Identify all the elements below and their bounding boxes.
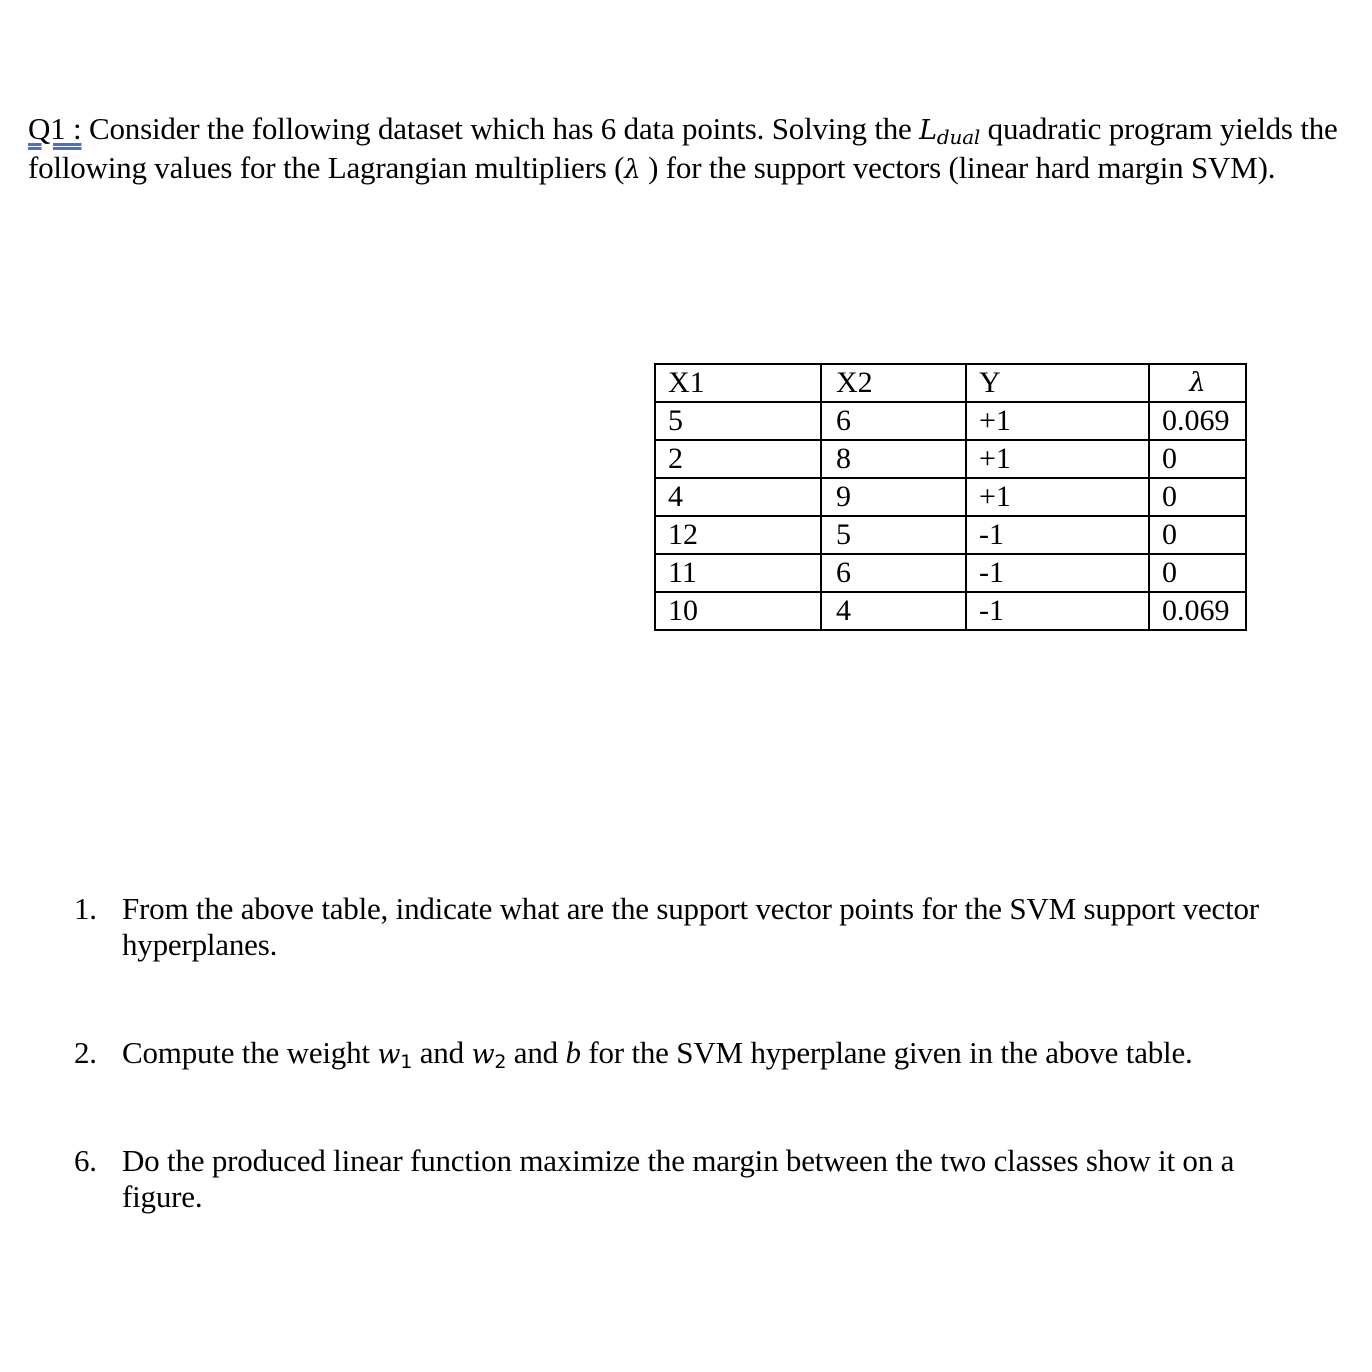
table-header-row: [655, 364, 1246, 402]
cell-x2: 8: [821, 440, 966, 478]
header-x1: X1: [655, 364, 821, 402]
table-row: [655, 554, 1246, 592]
w2-math: $w_2$: [471, 1039, 507, 1073]
question-item-6: [74, 1143, 1282, 1215]
question-text: Do the produced linear function maximize the margin between the two classes show it on a figure.: [122, 1143, 1235, 1214]
cell-x1: 11: [655, 554, 821, 592]
l-dual-math: $L_{dual}$: [919, 115, 981, 149]
table-row: [655, 478, 1246, 516]
cell-x1: 2: [655, 440, 821, 478]
cell-lambda: 0.069: [1149, 592, 1246, 630]
cell-y: -1: [966, 592, 1149, 630]
table-row: [655, 516, 1246, 554]
cell-x2: 6: [821, 402, 966, 440]
question-item-2: [74, 1035, 1282, 1073]
question-number: 1.: [74, 891, 97, 926]
cell-x2: 9: [821, 478, 966, 516]
table-row: [655, 402, 1246, 440]
intro-text-1: Consider the following dataset which has 6 data points. Solving the: [81, 111, 920, 146]
cell-y: +1: [966, 478, 1149, 516]
question-number: 6.: [74, 1143, 97, 1178]
cell-lambda: 0: [1149, 478, 1246, 516]
question-number: 2.: [74, 1035, 97, 1070]
intro-text-2: quadratic program yields the following values for the Lagrangian multipliers (: [28, 111, 1338, 185]
cell-x1: 12: [655, 516, 821, 554]
table-row: [655, 440, 1246, 478]
cell-lambda: 0: [1149, 516, 1246, 554]
dataset-table: [654, 363, 1247, 631]
lambda-symbol: λ: [624, 155, 641, 185]
header-lambda: λ: [1149, 364, 1246, 402]
question-label: Q1 :: [28, 111, 82, 146]
cell-y: -1: [966, 554, 1149, 592]
cell-x1: 10: [655, 592, 821, 630]
cell-x1: 4: [655, 478, 821, 516]
header-x2: X2: [821, 364, 966, 402]
cell-lambda: 0.069: [1149, 402, 1246, 440]
cell-x2: 6: [821, 554, 966, 592]
question-text: From the above table, indicate what are the support vector points for the SVM support vector hyperplanes.: [122, 891, 1259, 962]
cell-x2: 5: [821, 516, 966, 554]
header-y: Y: [966, 364, 1149, 402]
cell-lambda: 0: [1149, 440, 1246, 478]
cell-y: +1: [966, 440, 1149, 478]
table-row: [655, 592, 1246, 630]
intro-text-3: ) for the support vectors (linear hard margin SVM).: [640, 150, 1276, 185]
question-item-1: [74, 891, 1282, 963]
w1-math: $w_1$: [377, 1039, 413, 1073]
cell-y: +1: [966, 402, 1149, 440]
cell-y: -1: [966, 516, 1149, 554]
question-intro: [28, 110, 1348, 189]
cell-x1: 5: [655, 402, 821, 440]
cell-lambda: 0: [1149, 554, 1246, 592]
cell-x2: 4: [821, 592, 966, 630]
question-text: Compute the weight $w_1$ and $w_2$ and b for the SVM hyperplane given in the above table.: [122, 1035, 1193, 1073]
b-math: b: [565, 1035, 581, 1070]
